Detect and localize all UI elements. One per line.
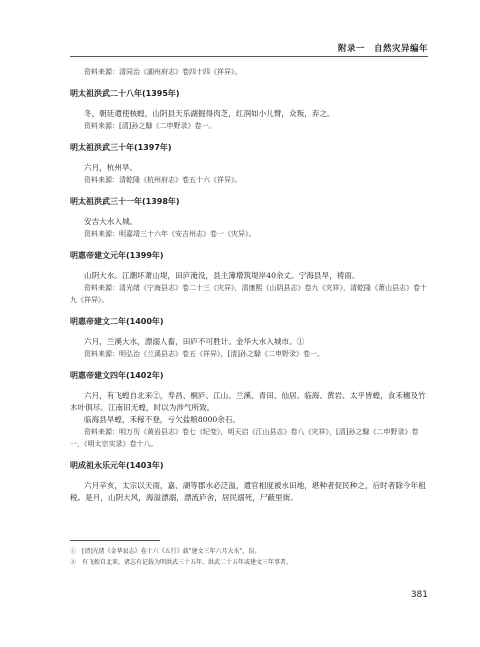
footnote: ① [清]光绪《金华县志》卷十六《五行》载"建文三年六月大水"，误。 [70,548,261,555]
entry-section [70,88,428,132]
source-note: 资料来源：[清]孙之騄《二申野录》卷一。 [84,122,216,130]
entry-section [70,250,428,306]
entry-paragraph: 安吉大水入城。 [84,217,138,226]
entry-heading: 明惠帝建文四年(1402年) [70,371,164,380]
entry-section [70,460,428,504]
entry-heading: 明成祖永乐元年(1403年) [70,461,164,470]
entry-paragraph: 冬，朝廷遣使核蝗，山阴县天乐湖掘得肉芝，红润如小儿臂，众叛，弃之。 [84,109,335,118]
entry-section [70,142,428,186]
footnote: ② 有飞蝗自北来，诸志有记载为明洪武三十五年、洪武二十五年或建文三年事者。 [70,559,293,566]
source-note: 资料来源：明嘉靖三十六年《安吉州志》卷一《灾异》。 [84,230,256,238]
header-rule [70,56,428,57]
source-note: 资料来源：清乾隆《杭州府志》卷五十六《祥异》。 [84,176,242,184]
source-note: 资料来源：明万历《黄岩县志》卷七《纪变》，明天启《江山县志》卷八《灾祥》，[清]孙之騄《二申野录》卷一，《明太宗实录》卷十八。 [70,428,419,448]
main-content [70,66,428,506]
entry-heading: 明太祖洪武二十八年(1395年) [70,89,180,98]
footnote-rule [70,540,160,541]
entry-paragraph: 临海县旱蝗，禾稼不登，亏欠盐粮8000余石。 [84,415,241,424]
source-note: 资料来源：明弘治《兰溪县志》卷五《祥异》，[清]孙之騄《二申野录》卷一。 [84,350,324,358]
entry-section [70,196,428,240]
footnotes [70,546,428,568]
entry-heading: 明惠帝建文元年(1399年) [70,251,164,260]
entry-paragraph: 六月，杭州旱。 [84,163,138,172]
page-number: 381 [410,590,428,600]
entry-paragraph: 六月，兰溪大水，漂溺人畜，田庐不可胜计。金华大水入城市。① [84,337,305,346]
running-header: 附录一 自然灾异编年 [337,44,428,54]
entry-heading: 明惠帝建文二年(1400年) [70,317,164,326]
source-note: 资料来源：清同治《湖州府志》卷四十四《祥异》。 [84,68,242,76]
entry-section [70,370,428,450]
entry-heading: 明太祖洪武三十年(1397年) [70,143,172,152]
entry-paragraph: 六月，有飞蝗自北来②，寿昌、桐庐、江山、兰溪、青田、仙居、临海、黄岩、太平皆蝗，食禾穗及竹木叶俱尽。江南旧无蝗，时以为涉气所致。 [70,391,426,412]
source-note: 资料来源：清光绪《宁海县志》卷二十三《灾异》，清康熙《山阴县志》卷九《灾祥》，清乾隆《萧山县志》卷十九《祥异》。 [70,284,427,304]
entry-section [70,316,428,360]
entry-paragraph: 六月辛亥，太宗以天雨，嘉、湖等郡水必泛溢，遣官相度被水田地，堪种者促民种之，后时者除今年租税。是月，山阴大风，海溢漂溺，漂流庐舍，居民溺死，尸蔽里街。 [70,481,426,502]
entry-heading: 明太祖洪武三十一年(1398年) [70,197,180,206]
entry-paragraph: 山阴大水。江潮坏萧山堤，田庐淹没，县主簿增筑堤岸40余丈。宁海县旱，祷雨。 [84,271,360,280]
